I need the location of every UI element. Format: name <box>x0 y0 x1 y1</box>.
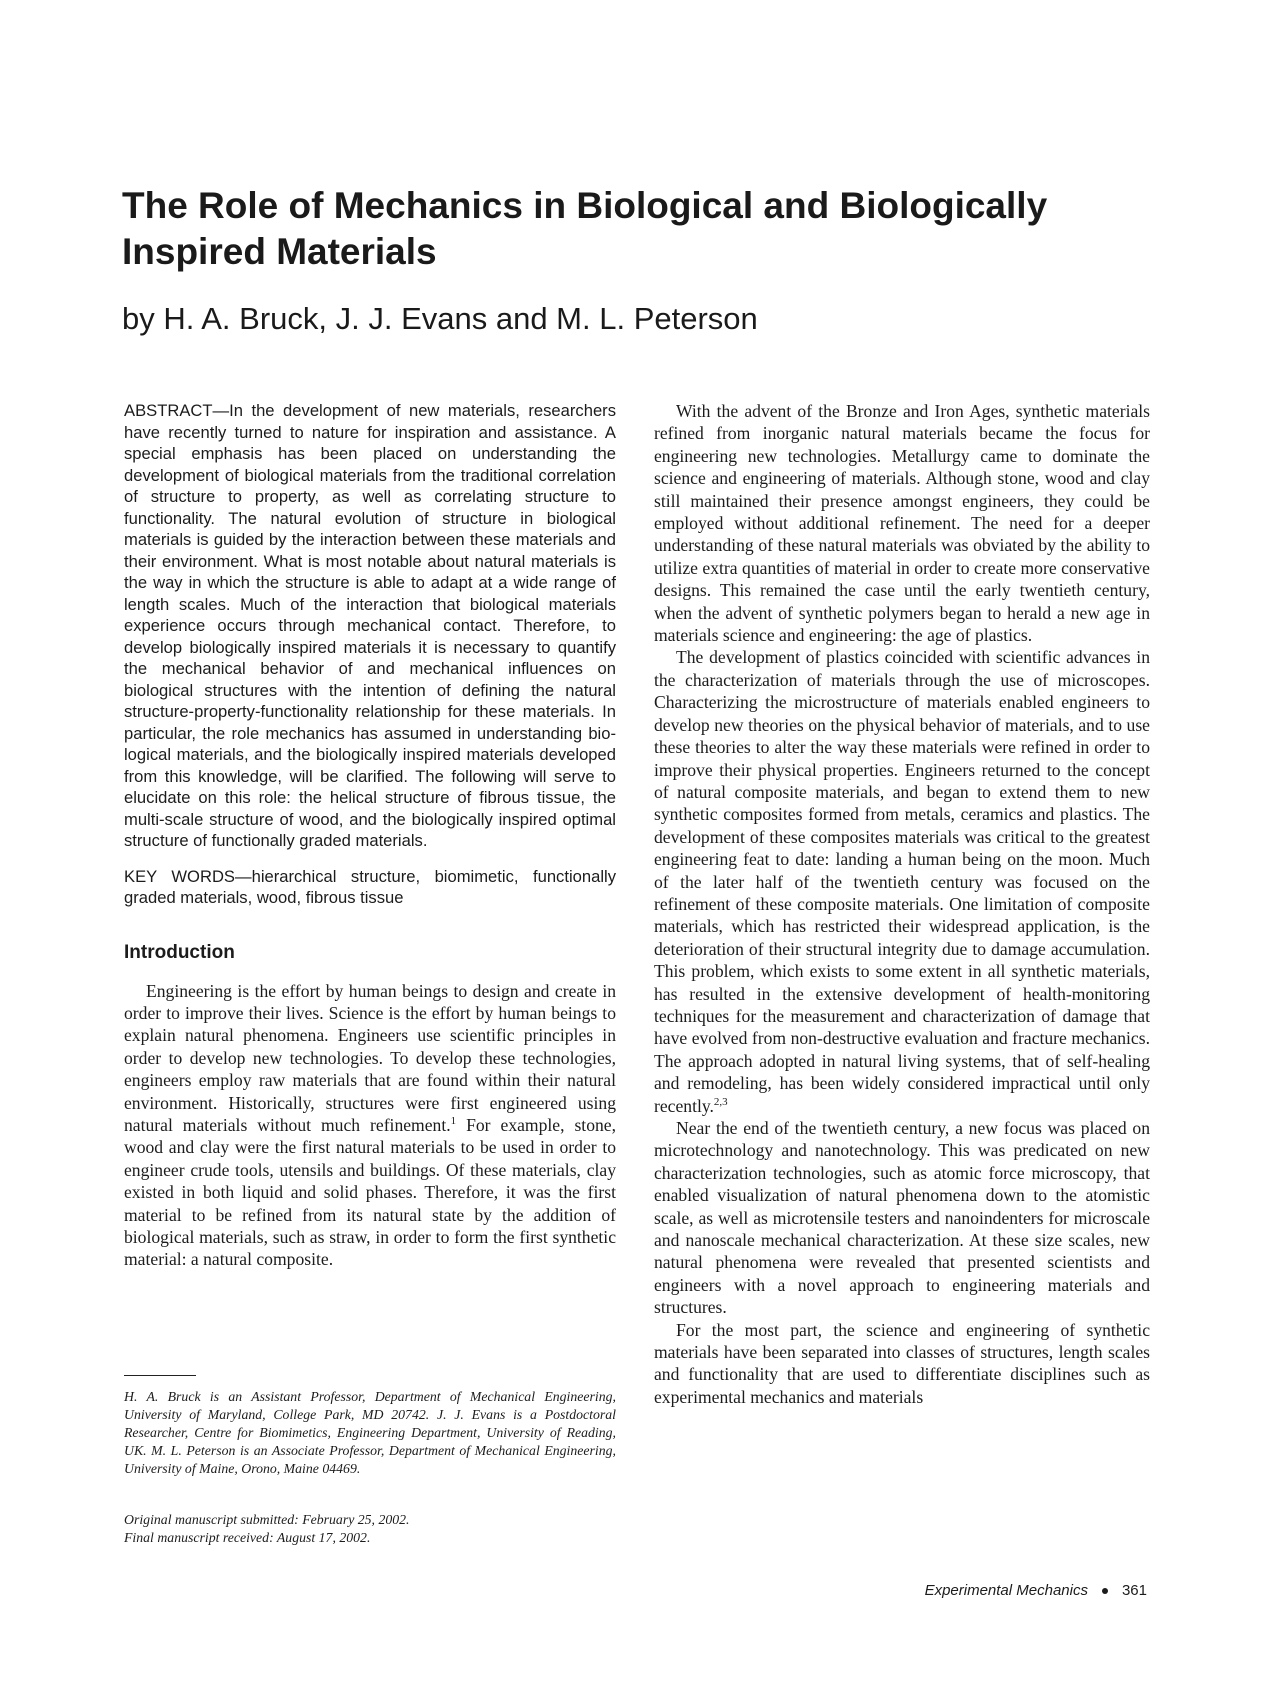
page-number: 361 <box>1121 1582 1147 1599</box>
bullet-icon <box>1102 1588 1108 1594</box>
body-paragraph-2-text: The development of plastics coincided with scientific advances in the characterization of materials through the use of microscopes. Characterizing the microstructure of materials enabled engineers to develop new theories on the physical behavior of materials, and to use these theories to alter the way these materials were refined in order to improve their physical properties. Engineers returned to the concept of natural composite materials, and began to extend them to new synthetic composites formed from metals, ceramics and plastics. The development of these composites materials was critical to the greatest engineering feat to date: landing a human being on the moon. Much of the later half of the twentieth century was focused on the refinement of these composite materials. One limitation of composite materials, which has restricted their widespread application, is the deterioration of their structural integrity due to damage accumulation. This problem, which exists to some extent in all synthetic materials, has resulted in the extensive development of health-monitoring techniques for the measurement and characterization of damage that have evolved from non-destructive evaluation and fracture mechanics. The approach adopted in natural living systems, that of self-healing and remodeling, has been widely considered impractical until only recently. <box>654 647 1150 1116</box>
intro-paragraph <box>124 980 616 1271</box>
left-column <box>124 400 616 1271</box>
reference-marker: 2,3 <box>713 1095 728 1108</box>
manuscript-dates <box>124 1511 616 1547</box>
body-paragraph-1: With the advent of the Bronze and Iron Ages, synthetic materials refined from inorganic natural materials became the focus for engineering new technologies. Metallurgy came to dominate the science and engineering of materials. Although stone, wood and clay still maintained their presence amongst engineers, they could be employed without additional refinement. The need for a deeper understanding of these natural materials was obviated by the ability to utilize extra quantities of material in order to create more conservative designs. This remained the case until the early twentieth century, when the advent of synthetic polymers began to herald a new age in materials science and engineering: the age of plastics. <box>654 401 1150 646</box>
right-column <box>654 400 1150 1408</box>
body-paragraph-2 <box>654 646 1150 1117</box>
paper-title: The Role of Mechanics in Biological and Biologically Inspired Materials <box>122 185 1048 272</box>
manuscript-received: Final manuscript received: August 17, 2002. <box>124 1530 371 1545</box>
manuscript-submitted: Original manuscript submitted: February 25, 2002. <box>124 1512 410 1527</box>
abstract: ABSTRACT—In the development of new materials, researchers have recently turned to nature for inspiration and assistance. A special emphasis has been placed on understanding the development of biological materials from the traditional correlation of structure to property, as well as correlating structure to functionality. The natural evolution of structure in biological materials is guided by the interaction between these materials and their environment. What is most notable about natural materials is the way in which the structure is able to adapt at a wide range of length scales. Much of the interaction that biological materials experience occurs through mechanical contact. Therefore, to develop biologically inspired materials it is necessary to quantify the mechanical behavior of and mechanical influences on biological structures with the intention of defining the natural structure-property-functionality relationship for these materials. In particular, the role mechanics has assumed in understanding biological materials, and the biologically inspired materials developed from this knowledge, will be clarified. The following will serve to elucidate on this role: the helical structure of fibrous tissue, the multi-scale structure of wood, and the biologically inspired optimal structure of functionally graded materials. <box>124 401 616 850</box>
journal-name: Experimental Mechanics <box>924 1582 1088 1599</box>
section-heading-introduction: Introduction <box>124 941 235 963</box>
body-paragraph-3: Near the end of the twentieth century, a new focus was placed on microtechnology and nanotechnology. This was predicated on new characterization technologies, such as atomic force microscopy, that enabled visualization of natural phenomena down to the atomistic scale, as well as microtensile testers and nanoindenters for microscale and nanoscale mechanical characterization. At these size scales, new natural phenomena were revealed that presented scientists and engineers with a novel approach to engineering materials and structures. <box>654 1118 1150 1318</box>
reference-marker: 1 <box>450 1115 457 1128</box>
footnote-divider <box>124 1375 196 1376</box>
intro-text-part2: For example, stone, wood and clay were the first natural materials to be used in order to engineer crude tools, utensils and buildings. Of these materials, clay existed in both liquid and solid phases. Therefore, it was the first material to be refined from its natural state by the addition of biological materials, such as straw, in order to form the first synthetic material: a natural composite. <box>124 1114 616 1270</box>
author-affiliations-footnote: H. A. Bruck is an Assistant Professor, Department of Mechanical Engineering, University of Maryland, College Park, MD 20742. J. J. Evans is a Postdoctoral Researcher, Centre for Biomimetics, Engineering Department, University of Reading, UK. M. L. Peterson is an Associate Professor, Department of Mechanical Engineering, University of Maine, Orono, Maine 04469. <box>124 1389 616 1476</box>
author-byline: by H. A. Bruck, J. J. Evans and M. L. Peterson <box>122 301 758 336</box>
body-paragraph-4: For the most part, the science and engineering of synthetic materials have been separated into classes of structures, length scales and functionality that are used to differentiate disciplines such as experimental mechanics and materials <box>654 1319 1150 1407</box>
intro-text-part1: Engineering is the effort by human beings to design and create in order to improve their lives. Science is the effort by human beings to explain natural phenomena. Engineers use scientific principles in order to develop new technologies. To develop these technologies, engineers employ raw materials that are found within their natural environment. Historically, structures were first engineered using natural materials without much refinement. <box>124 980 616 1135</box>
key-words: KEY WORDS—hierarchical structure, biomimetic, functionally graded materials, wood, fibrous tissue <box>124 866 616 907</box>
running-footer <box>925 1582 1147 1599</box>
